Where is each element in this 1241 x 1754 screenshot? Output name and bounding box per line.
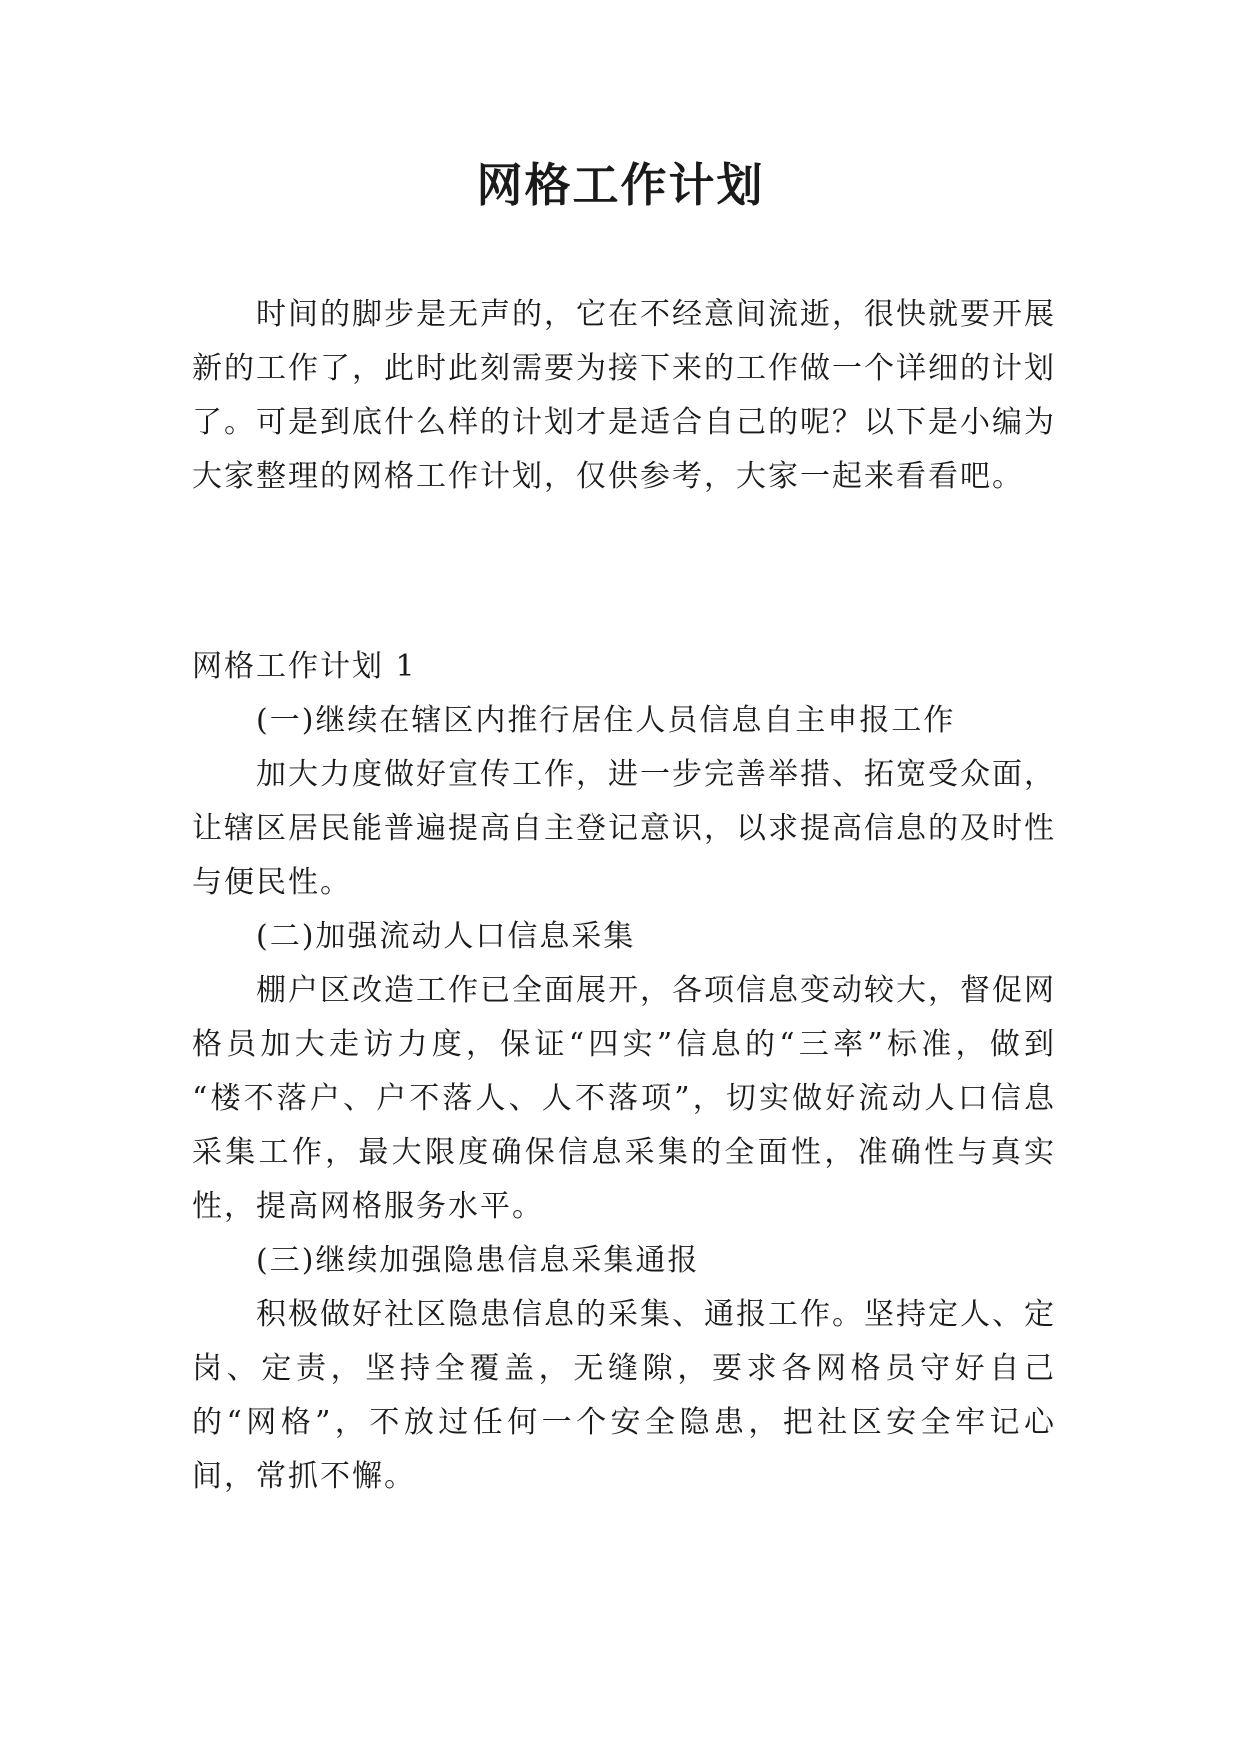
paragraph-3: 积极做好社区隐患信息的采集、通报工作。坚持定人、定岗、定责，坚持全覆盖，无缝隙，要求各网格员守好自己的“网格”，不放过任何一个安全隐患，把社区安全牢记心间，常抓不懈。 <box>192 1297 1056 1494</box>
paragraph-2: 棚户区改造工作已全面展开，各项信息变动较大，督促网格员加大走访力度，保证“四实”信息的“三率”标准，做到 “楼不落户、户不落人、人不落项”，切实做好流动人口信息采集工作，最大限度确保信息采集的全面性，准确性与真实性，提高网格服务水平。 <box>192 973 1056 1224</box>
intro-paragraph: 时间的脚步是无声的，它在不经意间流逝，很快就要开展新的工作了，此时此刻需要为接下来的工作做一个详细的计划了。可是到底什么样的计划才是适合自己的呢？以下是小编为大家整理的网格工作计划，仅供参考，大家一起来看看吧。 <box>192 297 1056 494</box>
section-block <box>192 640 1056 1504</box>
paragraph-1: 加大力度做好宣传工作，进一步完善举措、拓宽受众面，让辖区居民能普遍提高自主登记意识，以求提高信息的及时性与便民性。 <box>192 757 1056 900</box>
intro-block <box>192 288 1056 504</box>
document-title: 网格工作计划 <box>476 158 765 212</box>
subheading-2: (二)加强流动人口信息采集 <box>256 919 636 954</box>
subheading-1: (一)继续在辖区内推行居住人员信息自主申报工作 <box>256 703 956 738</box>
subheading-3: (三)继续加强隐患信息采集通报 <box>256 1243 700 1278</box>
section-title: 网格工作计划 1 <box>192 649 417 684</box>
